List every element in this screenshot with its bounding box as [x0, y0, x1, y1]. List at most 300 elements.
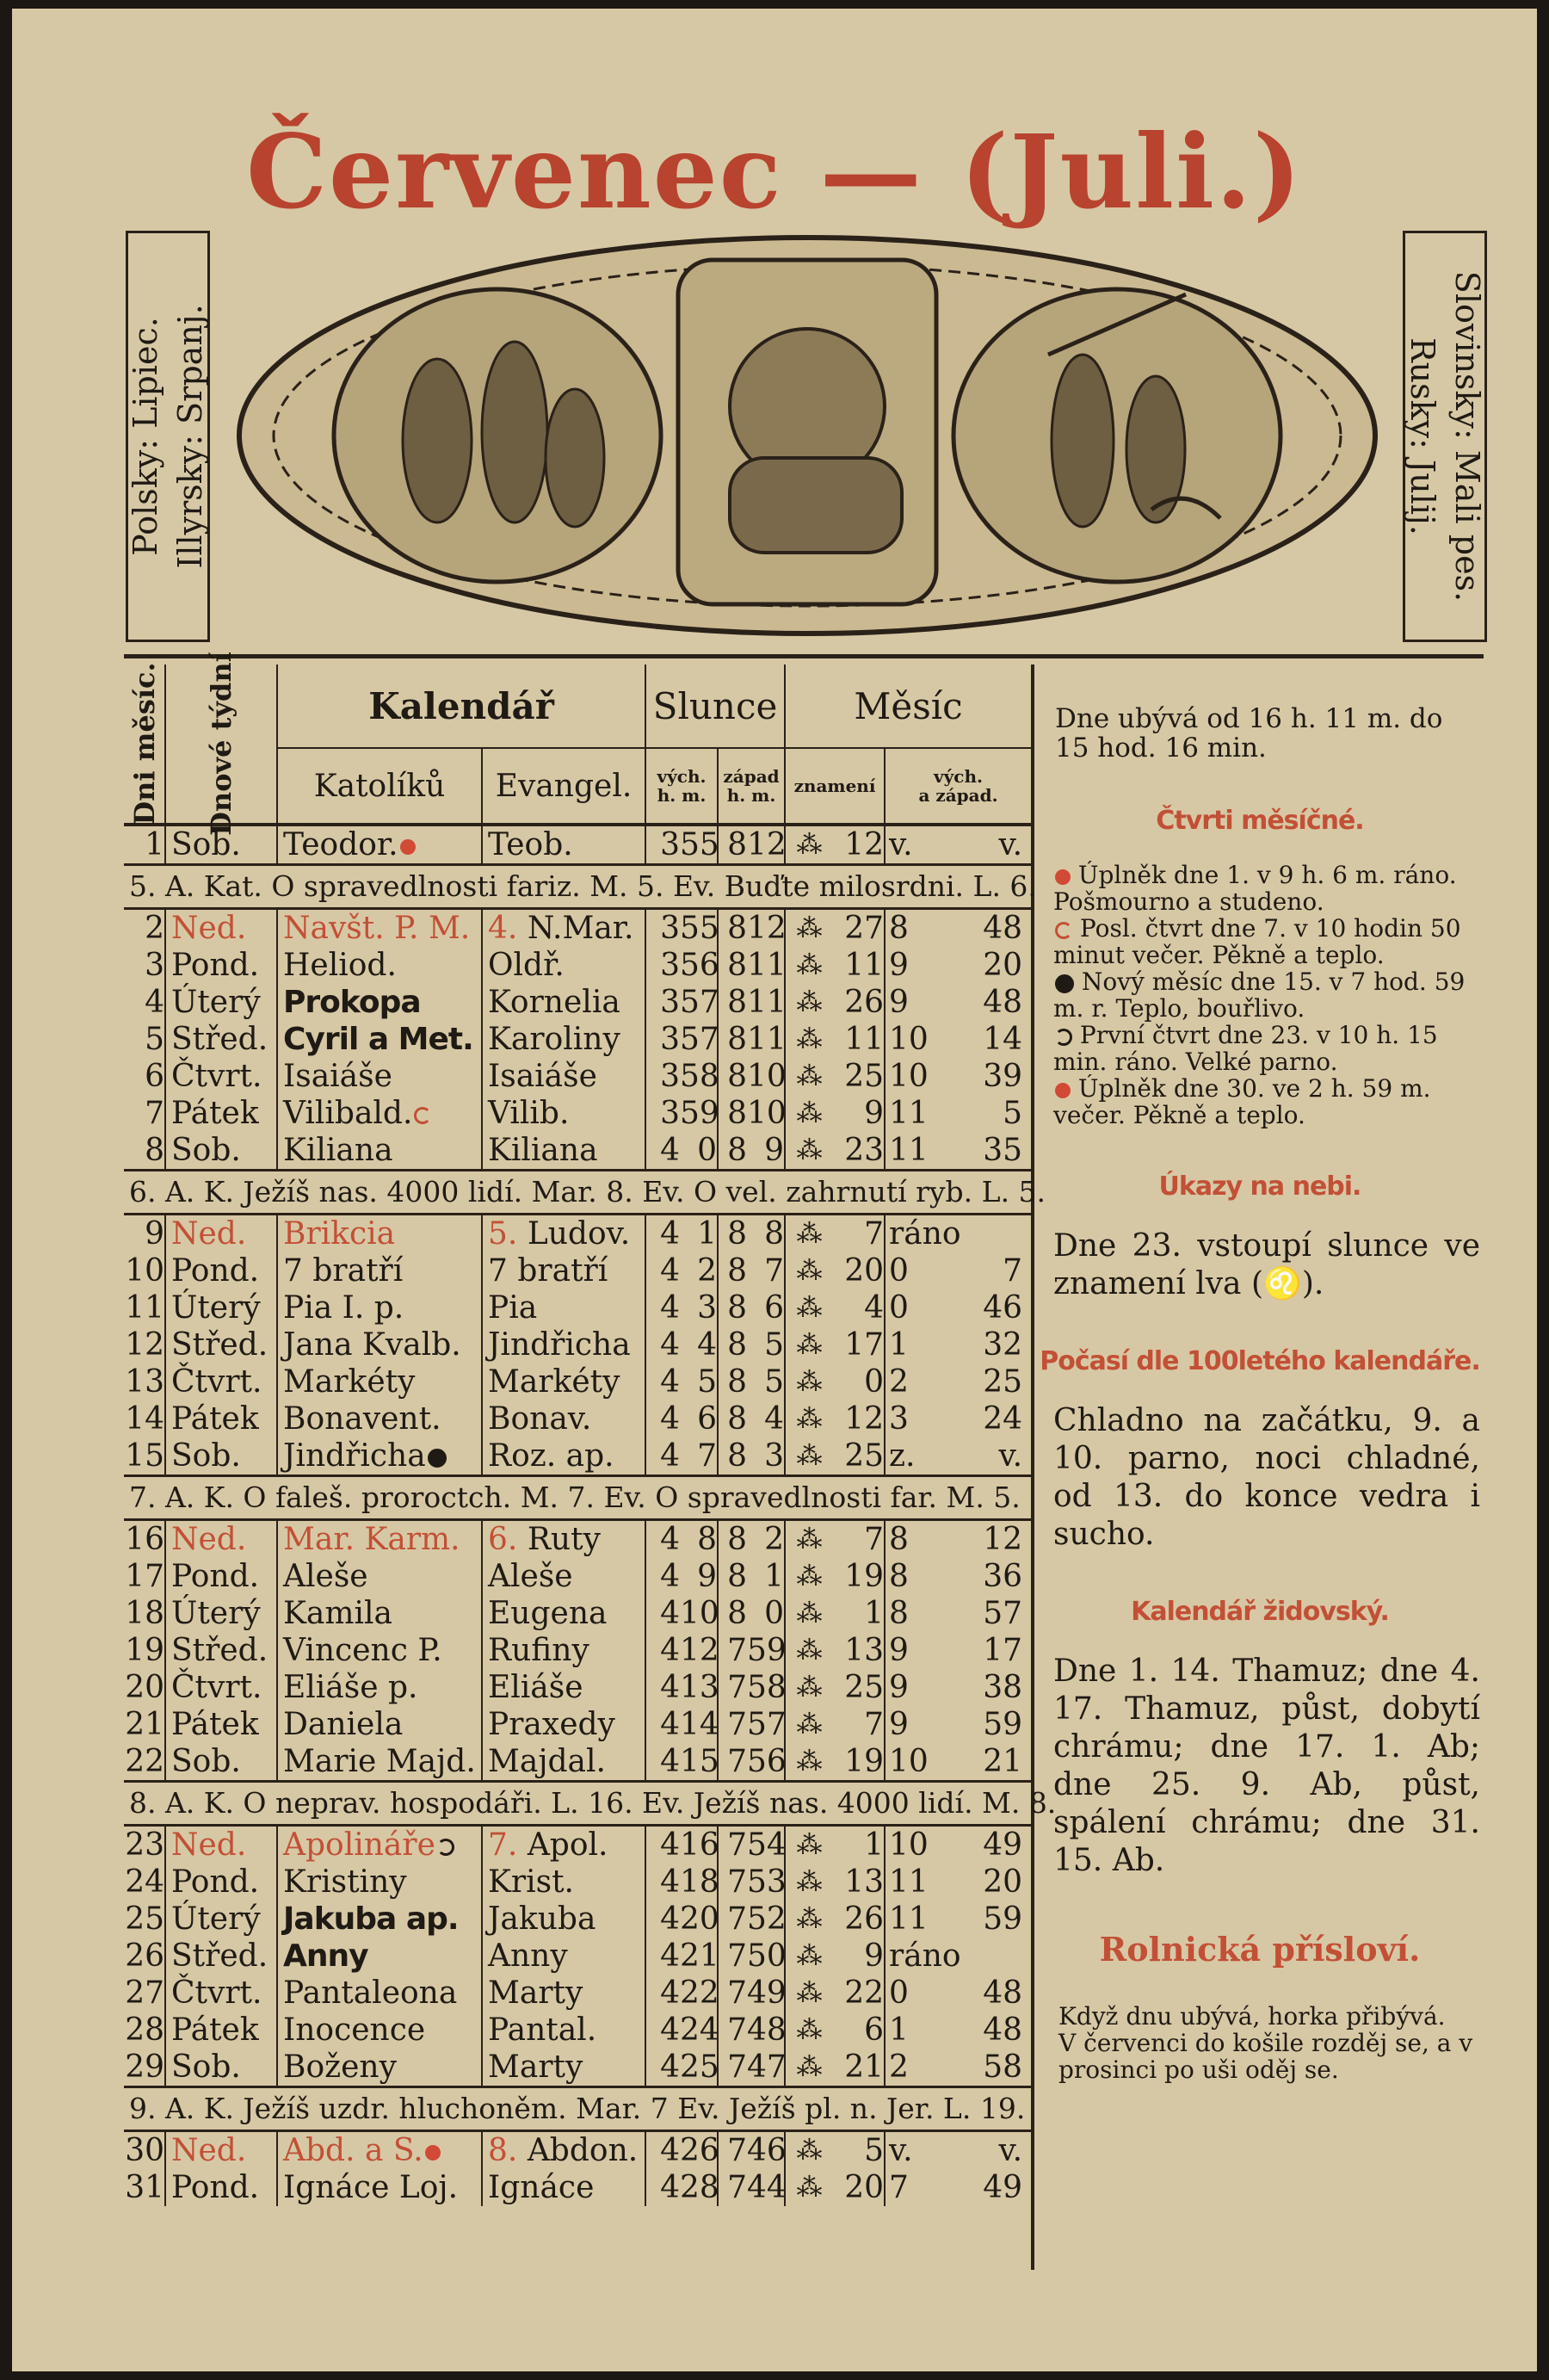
sunrise-hour: 3	[645, 909, 680, 948]
sunrise-hour: 3	[645, 1058, 680, 1095]
calendar-table	[124, 652, 1057, 2206]
moon-phase-icon	[1055, 869, 1071, 885]
moonrise-min: 25	[983, 1364, 1023, 1400]
catholic-saint: Jana Kvalb.	[283, 1327, 461, 1363]
week-number: 8.	[488, 2133, 518, 2168]
sunset-min: 44	[747, 2170, 787, 2205]
sunset-hour: 8	[718, 1326, 747, 1363]
catholic-saint: Marie Majd.	[283, 1744, 476, 1779]
calendar-day-row	[124, 1901, 1031, 1938]
moon-phases-list	[1040, 862, 1480, 1128]
weather-text: Chladno na začátku, 9. a 10. parno, noci chladné, od 13. do konce vedra i sucho.	[1053, 1403, 1480, 1552]
sunset-min: 1	[764, 1559, 785, 1594]
sunrise-min: 15	[680, 1744, 719, 1779]
day-number: 19	[125, 1633, 164, 1668]
moonrise-min: 21	[983, 1744, 1023, 1779]
moonrise-min: v.	[998, 1438, 1023, 1474]
sunset-min: 8	[764, 1216, 785, 1252]
day-number: 21	[125, 1707, 164, 1742]
evangelic-saint: Majdal.	[488, 1744, 606, 1779]
zodiac-sign-icon: ⁂	[785, 1938, 833, 1975]
zodiac-sign-icon: ⁂	[785, 1326, 833, 1363]
moon-sign-day: 7	[864, 1216, 885, 1252]
sunrise-hour: 4	[645, 1901, 680, 1938]
moon-phase-icon	[1055, 1083, 1071, 1098]
weekday: Ned.	[165, 2131, 277, 2170]
catholic-saint: Vilibald.	[283, 1096, 413, 1131]
sunrise-hour: 4	[645, 2131, 680, 2170]
day-number: 10	[125, 1253, 164, 1289]
sunrise-min: 28	[680, 2170, 719, 2205]
sunrise-hour: 3	[645, 947, 680, 984]
sunrise-hour: 4	[645, 1706, 680, 1743]
sunset-min: 56	[747, 1744, 787, 1779]
day-number: 1	[145, 827, 164, 862]
sunset-min: 57	[747, 1707, 787, 1742]
catholic-saint: Isaiáše	[283, 1059, 392, 1094]
moon-sign-day: 12	[844, 827, 885, 862]
catholic-saint: Brikcia	[283, 1216, 396, 1252]
sunrise-hour: 3	[645, 825, 680, 865]
sunrise-hour: 4	[645, 1595, 680, 1632]
week-gospel-row	[124, 865, 1031, 909]
sunset-hour: 7	[718, 1743, 747, 1782]
moonrise-hour: 8	[885, 1520, 933, 1559]
side-left-line2: Illyrsky: Srpanj.	[171, 304, 209, 569]
weekday: Střed.	[165, 1326, 277, 1363]
evangelic-saint: Oldř.	[488, 948, 565, 983]
week-number: 7.	[488, 1827, 518, 1863]
catholic-saint: Heliod.	[283, 948, 397, 983]
day-number: 16	[125, 1522, 164, 1557]
evangelic-saint: Markéty	[488, 1364, 620, 1400]
moonrise-min: 46	[983, 1290, 1023, 1326]
zodiac-sign-icon: ⁂	[785, 1669, 833, 1706]
evangelic-saint: Jakuba	[488, 1901, 596, 1937]
sunrise-min: 3	[697, 1290, 718, 1326]
evangelic-saint: Teob.	[488, 827, 573, 862]
calendar-day-row	[124, 1558, 1031, 1595]
sunrise-min: 18	[680, 1864, 719, 1900]
sunrise-hour: 4	[645, 2169, 680, 2206]
sunrise-min: 21	[680, 1938, 719, 1974]
week-number: 6.	[488, 1522, 518, 1557]
weekday: Sob.	[165, 1437, 277, 1476]
moonrise-hour: 8	[885, 1595, 933, 1632]
sunrise-hour: 4	[645, 1826, 680, 1864]
moonrise-hour: z.	[885, 1437, 933, 1476]
side-left-line1: Polsky: Lipiec.	[127, 317, 164, 556]
evangelic-saint: Karoliny	[488, 1022, 620, 1057]
day-number: 20	[125, 1670, 164, 1705]
moon-sign-day: 6	[864, 2012, 885, 2048]
evangelic-saint: Kiliana	[488, 1133, 598, 1168]
moonrise-min: 38	[983, 1670, 1023, 1705]
calendar-day-row	[124, 1938, 1031, 1975]
moonrise-min: 58	[983, 2049, 1023, 2085]
table-top-rule	[124, 654, 1484, 658]
catholic-saint: Bonavent.	[283, 1401, 441, 1437]
moon-phase-entry: První čtvrt dne 23. v 10 h. 15 min. ráno. Velké parno.	[1053, 1021, 1438, 1076]
moon-sign-day: 20	[844, 2170, 885, 2205]
evangelic-saint: Abdon.	[527, 2133, 639, 2168]
weekday: Ned.	[165, 1215, 277, 1253]
weekday: Čtvrt.	[165, 1975, 277, 2012]
sunrise-min: 0	[697, 1133, 718, 1168]
sunset-min: 4	[764, 1401, 785, 1437]
catholic-saint: Anny	[283, 1938, 368, 1974]
moonrise-hour: 11	[885, 1901, 933, 1938]
weekday: Ned.	[165, 1826, 277, 1864]
sunrise-min: 57	[680, 985, 719, 1020]
calendar-day-row	[124, 1400, 1031, 1437]
sunrise-hour: 4	[645, 2012, 680, 2049]
sunset-min: 12	[747, 911, 787, 946]
evangelic-saint: Eliáše	[488, 1670, 583, 1705]
day-number: 4	[145, 985, 164, 1020]
weekday: Pond.	[165, 1558, 277, 1595]
moon-sign-day: 7	[864, 1707, 885, 1742]
weekday: Střed.	[165, 1632, 277, 1669]
catholic-saint: Apolináře	[283, 1827, 435, 1863]
sunset-min: 6	[764, 1290, 785, 1326]
sunrise-min: 6	[697, 1401, 718, 1437]
weekday: Čtvrt.	[165, 1363, 277, 1400]
sunset-min: 2	[764, 1522, 785, 1557]
weekday: Pátek	[165, 2012, 277, 2049]
sunrise-hour: 3	[645, 1021, 680, 1058]
weekday: Pond.	[165, 1252, 277, 1289]
moonrise-hour: 10	[885, 1743, 933, 1782]
sunset-hour: 8	[718, 1363, 747, 1400]
moon-phase-last-icon	[414, 1107, 431, 1124]
header-sunset: západ h. m.	[718, 748, 785, 825]
calendar-day-row	[124, 984, 1031, 1021]
moonrise-hour: 7	[885, 2169, 933, 2206]
calendar-day-row	[124, 825, 1031, 865]
calendar-day-row	[124, 1595, 1031, 1632]
day-number: 23	[125, 1827, 164, 1863]
moonrise-min: 49	[983, 2170, 1023, 2205]
moon-sign-day: 19	[844, 1559, 885, 1594]
moon-sign-day: 5	[864, 2133, 885, 2168]
catholic-saint: Daniela	[283, 1707, 404, 1742]
day-number: 29	[125, 2049, 164, 2085]
sunset-hour: 7	[718, 1864, 747, 1901]
moonrise-hour: 10	[885, 1021, 933, 1058]
moonrise-hour: 1	[885, 1326, 933, 1363]
weekday: Sob.	[165, 1132, 277, 1171]
sunset-hour: 8	[718, 1132, 747, 1171]
zodiac-sign-icon: ⁂	[785, 1595, 833, 1632]
catholic-saint: 7 bratří	[283, 1253, 404, 1289]
sunrise-hour: 4	[645, 1363, 680, 1400]
catholic-saint: Markéty	[283, 1364, 416, 1400]
moonrise-hour: 8	[885, 1558, 933, 1595]
calendar-day-row	[124, 1975, 1031, 2012]
moonrise-min: 5	[1003, 1096, 1023, 1131]
header-sunrise: vých. h. m.	[645, 748, 718, 825]
moonrise-min: 12	[983, 1522, 1023, 1557]
sunrise-min: 10	[680, 1596, 719, 1631]
header-calendar: Kalendář	[277, 665, 645, 748]
calendar-day-row	[124, 1326, 1031, 1363]
zodiac-sign-icon: ⁂	[785, 1132, 833, 1171]
sunrise-hour: 4	[645, 1289, 680, 1326]
day-number: 22	[125, 1744, 164, 1779]
moonrise-hour: 11	[885, 1864, 933, 1901]
day-number: 28	[125, 2012, 164, 2048]
week-gospel-row	[124, 2087, 1031, 2131]
moonrise-min: 59	[983, 1707, 1023, 1742]
calendar-day-row	[124, 1021, 1031, 1058]
weekday: Sob.	[165, 1743, 277, 1782]
sunrise-min: 56	[680, 948, 719, 983]
day-number: 26	[125, 1938, 164, 1974]
moonrise-hour: ráno	[885, 1938, 933, 1975]
weekday: Ned.	[165, 909, 277, 948]
week-gospel-text: 9. A. K. Ježíš uzdr. hluchoněm. Mar. 7 Ev. Ježíš pl. n. Jer. L. 19.	[124, 2087, 1031, 2131]
sunrise-min: 8	[697, 1522, 718, 1557]
sunrise-hour: 4	[645, 1743, 680, 1782]
evangelic-saint: Jindřicha	[488, 1327, 631, 1363]
moon-sign-day: 4	[864, 1290, 885, 1326]
day-number: 14	[125, 1401, 164, 1437]
sunset-hour: 8	[718, 984, 747, 1021]
day-number: 2	[145, 911, 164, 946]
right-column	[1040, 665, 1480, 2083]
sunset-hour: 8	[718, 1558, 747, 1595]
sunrise-hour: 4	[645, 2049, 680, 2087]
moon-sign-day: 17	[844, 1327, 885, 1363]
evangelic-saint: Roz. ap.	[488, 1438, 614, 1474]
moonrise-min: 57	[983, 1596, 1023, 1631]
moonrise-min: 49	[983, 1827, 1023, 1863]
day-number: 15	[125, 1438, 164, 1474]
sunset-hour: 8	[718, 1289, 747, 1326]
sunset-hour: 7	[718, 2131, 747, 2170]
evangelic-saint: Pia	[488, 1290, 538, 1326]
day-number: 27	[125, 1975, 164, 2011]
catholic-saint: Inocence	[283, 2012, 426, 2048]
sunset-min: 46	[747, 2133, 787, 2168]
zodiac-sign-icon: ⁂	[785, 1520, 833, 1559]
side-box-right	[1403, 231, 1487, 642]
day-number: 11	[125, 1290, 164, 1326]
sunset-min: 11	[747, 1022, 787, 1057]
day-number: 13	[125, 1364, 164, 1400]
sunrise-min: 58	[680, 1059, 719, 1094]
moon-sign-day: 12	[844, 1401, 885, 1437]
catholic-saint: Abd. a S.	[283, 2133, 423, 2168]
zodiac-sign-icon: ⁂	[785, 984, 833, 1021]
moonrise-hour: 3	[885, 1400, 933, 1437]
catholic-saint: Kiliana	[283, 1133, 393, 1168]
sunrise-hour: 4	[645, 1632, 680, 1669]
header-day-num: Dni měsíc.	[124, 665, 165, 825]
evangelic-saint: Eugena	[488, 1596, 608, 1631]
sunrise-min: 55	[680, 911, 719, 946]
catholic-saint: Kristiny	[283, 1864, 407, 1900]
sunset-hour: 7	[718, 1975, 747, 2012]
moon-sign-day: 7	[864, 1522, 885, 1557]
weekday: Pond.	[165, 947, 277, 984]
moon-sign-day: 19	[844, 1744, 885, 1779]
week-number: 4.	[488, 911, 518, 946]
sunset-min: 48	[747, 2012, 787, 2048]
sunset-min: 5	[764, 1327, 785, 1363]
sunset-hour: 7	[718, 1706, 747, 1743]
sunrise-min: 22	[680, 1975, 719, 2011]
calendar-day-row	[124, 1058, 1031, 1095]
zodiac-sign-icon: ⁂	[785, 2012, 833, 2049]
zodiac-sign-icon: ⁂	[785, 1095, 833, 1132]
sunset-hour: 8	[718, 1058, 747, 1095]
page-title: Červenec — (Juli.)	[246, 112, 1303, 232]
sunrise-min: 9	[697, 1559, 718, 1594]
moon-sign-day: 20	[844, 1253, 885, 1289]
weekday: Střed.	[165, 1938, 277, 1975]
weekday: Úterý	[165, 1595, 277, 1632]
zodiac-sign-icon: ⁂	[785, 1901, 833, 1938]
catholic-saint: Aleše	[283, 1559, 368, 1594]
weekday: Úterý	[165, 1289, 277, 1326]
moonrise-min: 14	[983, 1022, 1023, 1057]
moon-phase-entry: Nový měsíc dne 15. v 7 hod. 59 m. r. Teplo, bouřlivo.	[1053, 967, 1466, 1023]
day-number: 24	[125, 1864, 164, 1900]
header-moonrise: vých. a západ.	[885, 748, 1031, 825]
header-sign: znamení	[785, 748, 885, 825]
sunrise-min: 13	[680, 1670, 719, 1705]
day-number: 12	[125, 1327, 164, 1363]
weekday: Pond.	[165, 1864, 277, 1901]
calendar-day-row	[124, 2049, 1031, 2087]
zodiac-sign-icon: ⁂	[785, 1864, 833, 1901]
moonrise-hour: v.	[885, 2131, 933, 2170]
calendar-day-row	[124, 1520, 1031, 1559]
evangelic-saint: Ruty	[527, 1522, 601, 1557]
weekday: Střed.	[165, 1021, 277, 1058]
sunset-hour: 8	[718, 1400, 747, 1437]
moon-sign-day: 27	[844, 911, 885, 946]
zodiac-sign-icon: ⁂	[785, 1215, 833, 1253]
zodiac-sign-icon: ⁂	[785, 909, 833, 948]
moon-sign-day: 25	[844, 1670, 885, 1705]
evangelic-saint: N.Mar.	[527, 911, 634, 946]
moon-sign-day: 1	[864, 1827, 885, 1863]
sunrise-hour: 4	[645, 1669, 680, 1706]
zodiac-sign-icon: ⁂	[785, 1400, 833, 1437]
evangelic-saint: Rufiny	[488, 1633, 589, 1668]
weekday: Pátek	[165, 1706, 277, 1743]
sunset-min: 11	[747, 948, 787, 983]
evangelic-saint: Ludov.	[527, 1216, 631, 1252]
moonrise-hour: 9	[885, 947, 933, 984]
moonrise-hour: ráno	[885, 1215, 933, 1253]
zodiac-sign-icon: ⁂	[785, 1058, 833, 1095]
evangelic-saint: Ignáce	[488, 2170, 595, 2205]
moonrise-hour: 0	[885, 1289, 933, 1326]
weekday: Pátek	[165, 1400, 277, 1437]
calendar-day-row	[124, 1632, 1031, 1669]
moon-phase-entry: Úplněk dne 1. v 9 h. 6 m. ráno. Pošmourno a studeno.	[1053, 861, 1457, 916]
evangelic-saint: Bonav.	[488, 1401, 592, 1437]
weather-title: Počasí dle 100letého kalendáře.	[1040, 1346, 1480, 1376]
weekday: Úterý	[165, 1901, 277, 1938]
sunset-min: 53	[747, 1864, 787, 1900]
moon-phase-new-icon	[428, 1449, 447, 1468]
sunrise-hour: 4	[645, 1132, 680, 1171]
sunrise-min: 57	[680, 1022, 719, 1057]
evangelic-saint: Kornelia	[488, 985, 620, 1020]
zodiac-sign-icon: ⁂	[785, 1975, 833, 2012]
sunset-hour: 8	[718, 1595, 747, 1632]
moonrise-hour: 10	[885, 1826, 933, 1864]
catholic-saint: Ignáce Loj.	[283, 2170, 459, 2205]
evangelic-saint: 7 bratří	[488, 1253, 608, 1289]
sunset-min: 3	[764, 1438, 785, 1474]
sunrise-min: 55	[680, 827, 719, 862]
moonrise-min: 35	[983, 1133, 1023, 1168]
calendar-day-row	[124, 1743, 1031, 1782]
moonrise-hour: 11	[885, 1095, 933, 1132]
day-number: 8	[145, 1133, 164, 1168]
sunrise-hour: 4	[645, 1400, 680, 1437]
zodiac-sign-icon: ⁂	[785, 1558, 833, 1595]
sunset-min: 47	[747, 2049, 787, 2085]
sunset-min: 52	[747, 1901, 787, 1937]
sunset-min: 5	[764, 1364, 785, 1400]
proverb-2: V červenci do košile rozděj se, a v prosinci po uši oděj se.	[1058, 2029, 1473, 2084]
moonrise-min: 17	[983, 1633, 1023, 1668]
sunrise-min: 7	[697, 1438, 718, 1474]
moon-sign-day: 25	[844, 1059, 885, 1094]
weekday: Ned.	[165, 1520, 277, 1559]
sunrise-min: 20	[680, 1901, 719, 1937]
zodiac-sign-icon: ⁂	[785, 2131, 833, 2170]
moonrise-min: 24	[983, 1401, 1023, 1437]
sunset-min: 54	[747, 1827, 787, 1863]
week-gospel-row	[124, 1171, 1031, 1215]
calendar-day-row	[124, 909, 1031, 948]
weekday: Pond.	[165, 2169, 277, 2206]
zodiac-sign-icon: ⁂	[785, 1021, 833, 1058]
sunset-min: 7	[764, 1253, 785, 1289]
moonrise-hour: 9	[885, 1706, 933, 1743]
sunset-hour: 7	[718, 1826, 747, 1864]
header-sun: Slunce	[645, 665, 785, 748]
catholic-saint: Kamila	[283, 1596, 392, 1631]
sunset-min: 10	[747, 1059, 787, 1094]
moon-sign-day: 26	[844, 1901, 885, 1937]
sunset-hour: 8	[718, 909, 747, 948]
moonrise-min: 20	[983, 1864, 1023, 1900]
moon-sign-day: 21	[844, 2049, 885, 2085]
sky-text: Dne 23. vstoupí slunce ve znamení lva (♌).	[1053, 1228, 1480, 1301]
moonrise-min: 48	[983, 2012, 1023, 2048]
moonrise-hour: 8	[885, 909, 933, 948]
sunrise-min: 59	[680, 1096, 719, 1131]
day-number: 25	[125, 1901, 164, 1937]
evangelic-saint: Anny	[488, 1938, 568, 1974]
zodiac-sign-icon: ⁂	[785, 2049, 833, 2087]
calendar-day-row	[124, 1437, 1031, 1476]
sunrise-min: 5	[697, 1364, 718, 1400]
evangelic-saint: Praxedy	[488, 1707, 615, 1742]
catholic-saint: Cyril a Met.	[283, 1022, 473, 1057]
catholic-saint: Vincenc P.	[283, 1633, 442, 1668]
sunrise-min: 12	[680, 1633, 719, 1668]
